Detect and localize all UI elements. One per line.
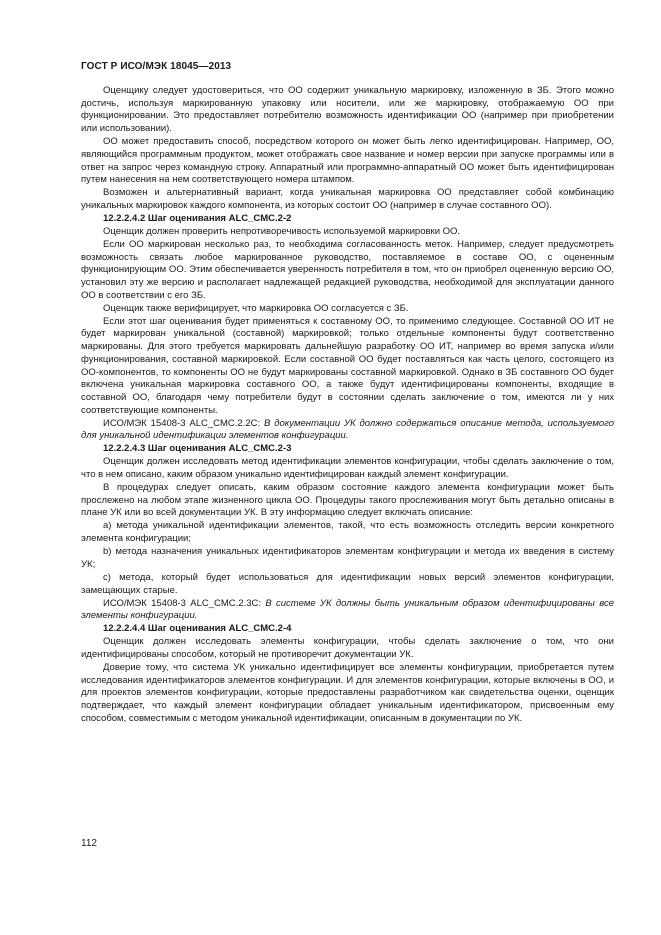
requirement-quote bbox=[81, 598, 614, 623]
requirement-quote bbox=[81, 418, 614, 443]
paragraph: В процедурах следует описать, каким образом состояние каждого элемента конфигурации может быть прослежено на любом этапе жизненного цикла ОО. Процедуры такого прослеживания могут быть детально описаны в плане УК или во всей документации УК. В эту информацию следует включать описание: bbox=[81, 482, 614, 519]
requirement-ref: ИСО/МЭК 15408-3 ALC_CMC.2.2С: bbox=[103, 417, 265, 429]
list-item: a) метода уникальной идентификации элементов, такой, что есть возможность отследить версии конкретного элемента конфигурации; bbox=[81, 520, 614, 545]
paragraph: ОО может предоставить способ, посредством которого он может быть легко идентифицирован. Например, ОО, являющийся программным продуктом, может отображать свое название и номер версии при запуске программы или в ответ на запрос через командную строку. Аппаратный или программно-аппаратный ОО может быть идентифицирован путем нанесения на нем соответствующего номера штампом. bbox=[81, 136, 614, 186]
paragraph: Оценщик также верифицирует, что маркировка ОО согласуется с ЗБ. bbox=[103, 302, 409, 314]
page-number: 112 bbox=[81, 838, 97, 849]
requirement-text: В документации УК должно содержаться описание метода, используемого для уникальной идентификации элементов конфигурации. bbox=[81, 417, 614, 442]
list-item: c) метода, который будет использоваться для идентификации новых версий элементов конфигурации, замещающих старые. bbox=[81, 571, 614, 596]
paragraph: Оценщик должен проверить непротиворечивость используемой маркировки ОО. bbox=[103, 225, 461, 237]
paragraph: Оценщику следует удостовериться, что ОО содержит уникальную маркировку, изложенную в ЗБ. Этого можно достичь, используя маркированную упаковку или носители, или же маркировку, отображаемую ОО при функционировании. Это предоставляет потребителю возможность идентификации ОО (например при приобретении или использовании). bbox=[81, 85, 614, 135]
paragraph: Если ОО маркирован несколько раз, то необходима согласованность меток. Например, следует предусмотреть возможность связать любое маркированное руководство, поставляемое в составе ОО, с оцененным функционирующим ОО. Этим обеспечивается уверенность потребителя в том, что он приобрел оцененную версию ОО, установил эту же версию и располагает надлежащей редакцией руководства, необходимой для эксплуатации данного ОО в соответствии с его ЗБ. bbox=[81, 238, 614, 301]
paragraph: Возможен и альтернативный вариант, когда уникальная маркировка ОО представляет собой комбинацию уникальных маркировок каждого компонента, из которых состоит ОО (например в случае составного ОО). bbox=[81, 187, 614, 211]
section-heading: 12.2.2.4.3 Шаг оценивания ALC_CMC.2-3 bbox=[103, 443, 292, 455]
requirement-text: В системе УК должны быть уникальным образом идентифицированы все элементы конфигурации. bbox=[81, 597, 614, 622]
paragraph: Оценщик должен исследовать элементы конфигурации, чтобы сделать заключение о том, что они идентифицированы способом, который не противоречит документации УК. bbox=[81, 636, 614, 660]
standard-header: ГОСТ Р ИСО/МЭК 18045—2013 bbox=[81, 61, 232, 72]
body-text bbox=[81, 85, 614, 726]
paragraph: Доверие тому, что система УК уникально идентифицирует все элементы конфигурации, приобретается путем исследования идентификаторов элементов конфигурации. И для элементов конфигурации, которые включены в ОО, и для проектов элементов конфигурации, которые предоставлены разработчиком как свидетельства оценки, оценщик подтверждает, что каждый элемент конфигурации обладает уникальным идентификатором, присвоенным ему способом, совместимым с методом уникальной идентификации, описанным в документации по УК. bbox=[81, 661, 614, 724]
paragraph: Оценщик должен исследовать метод идентификации элементов конфигурации, чтобы сделать заключение о том, что в нем описано, каким образом уникально идентифицирован каждый элемент конфигурации. bbox=[81, 456, 614, 481]
paragraph: Если этот шаг оценивания будет применяться к составному ОО, то применимо следующее. Составной ОО ИТ не будет маркирован уникальной (составной) маркировкой; только отдельные компоненты будут соответственно маркированы. Для этого требуется маркировать дальнейшую разработку ОО ИТ, например во время запуска и/или функционирования, составной маркировкой. Если составной ОО будет поставляться как часть целого, состоящего из ОО-компонентов, то компоненты ОО не будут маркированы составной маркировкой. Однако в ЗБ составного ОО будет включена уникальная маркировка составного ОО, а также будут идентифицированы компоненты, входящие в составной ОО, благодаря чему потребители будут в состоянии сделать заключение о том, имеются ли у них соответствующие компоненты. bbox=[81, 315, 614, 416]
list-item: b) метода назначения уникальных идентификаторов элементам конфигурации и метода их введения в систему УК; bbox=[81, 546, 614, 570]
requirement-ref: ИСО/МЭК 15408-3 ALC_CMC.2.3С: bbox=[103, 597, 266, 609]
section-heading: 12.2.2.4.2 Шаг оценивания ALC_CMC.2-2 bbox=[103, 212, 292, 224]
section-heading: 12.2.2.4.4 Шаг оценивания ALC_CMC.2-4 bbox=[103, 623, 292, 635]
